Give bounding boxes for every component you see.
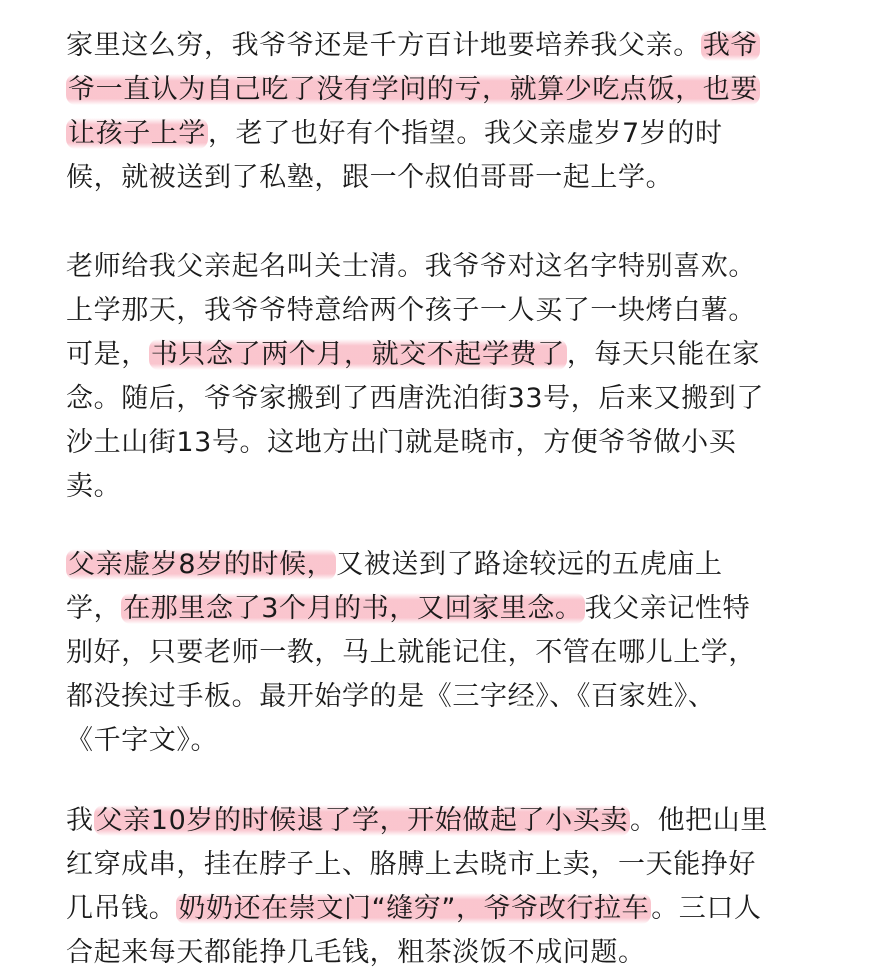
text-line xyxy=(66,587,750,631)
text-line xyxy=(66,887,762,931)
text-segment: 学， xyxy=(66,593,122,624)
text-line xyxy=(66,112,723,156)
text-line xyxy=(66,333,760,377)
text-segment: 。他把山里 xyxy=(629,805,768,836)
text-segment: 我 xyxy=(66,805,94,836)
text-line xyxy=(66,421,736,465)
text-segment: 又被送到了路途较远的五虎庙上 xyxy=(336,549,723,580)
text-segment: 老师给我父亲起名叫关士清。我爷爷对这名字特别喜欢。 xyxy=(66,251,756,282)
text-line xyxy=(66,799,768,843)
text-segment: 家里这么穷，我爷爷还是千方百计地要培养我父亲。 xyxy=(66,30,701,61)
text-line xyxy=(66,719,218,763)
text-segment: ，每天只能在家 xyxy=(566,339,761,370)
text-segment: 沙土山街13号。这地方出门就是晓市，方便爷爷做小买 xyxy=(66,427,737,458)
highlighted-text: 我爷 xyxy=(702,30,759,61)
highlighted-text: 奶奶还在崇文门“缝穷”，爷爷改行拉车 xyxy=(178,893,650,924)
text-segment: 都没挨过手板。最开始学的是《三字经》、《百家姓》、 xyxy=(66,681,716,712)
highlighted-text: 让孩子上学 xyxy=(68,118,206,149)
text-segment: 红穿成串，挂在脖子上、胳膊上去晓市上卖，一天能挣好 xyxy=(66,849,756,880)
text-segment: 候，就被送到了私塾，跟一个叔伯哥哥一起上学。 xyxy=(66,162,674,193)
text-line xyxy=(66,377,764,421)
text-line xyxy=(66,68,760,112)
text-segment: 我父亲记性特 xyxy=(584,593,751,624)
text-segment: ，老了也好有个指望。我父亲虚岁7岁的时 xyxy=(208,118,723,149)
text-segment: 念。随后，爷爷家搬到了西唐洗泊街33号，后来又搬到了 xyxy=(66,383,764,414)
text-line xyxy=(66,675,716,719)
text-line xyxy=(66,631,756,675)
text-line xyxy=(66,289,756,333)
text-segment: 可是， xyxy=(66,339,149,370)
text-segment: 。三口人 xyxy=(651,893,762,924)
text-segment: 《千字文》。 xyxy=(66,725,219,756)
text-line xyxy=(66,843,756,887)
text-segment: 上学那天，我爷爷特意给两个孩子一人买了一块烤白薯。 xyxy=(66,295,756,326)
text-line xyxy=(66,156,673,200)
highlighted-text: 父亲10岁的时候退了学，开始做起了小买卖 xyxy=(95,805,628,836)
highlighted-text: 书只念了两个月，就交不起学费了 xyxy=(150,339,565,370)
text-line xyxy=(66,543,723,587)
highlighted-text: 父亲虚岁8岁的时候， xyxy=(68,549,335,580)
text-segment: 卖。 xyxy=(66,471,122,502)
highlighted-text: 在那里念了3个月的书，又回家里念。 xyxy=(123,593,583,624)
text-line xyxy=(66,245,756,289)
text-segment: 合起来每天都能挣几毛钱，粗茶淡饭不成问题。 xyxy=(66,937,646,968)
highlighted-text: 爷一直认为自己吃了没有学问的亏，就算少吃点饭，也要 xyxy=(68,74,758,105)
text-line xyxy=(66,931,646,975)
text-segment: 几吊钱。 xyxy=(66,893,177,924)
text-line xyxy=(66,465,121,509)
text-line xyxy=(66,24,760,68)
text-segment: 别好，只要老师一教，马上就能记住，不管在哪儿上学， xyxy=(66,637,756,668)
